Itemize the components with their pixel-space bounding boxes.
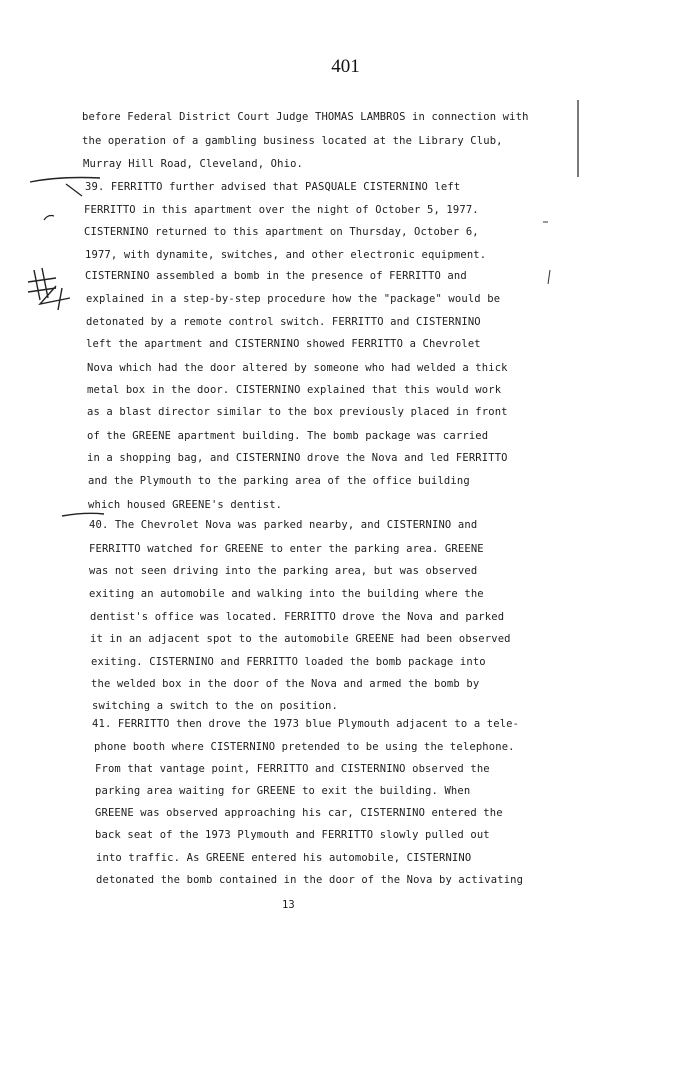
text-line: Murray Hill Road, Cleveland, Ohio. (83, 158, 304, 170)
text-line: GREENE was observed approaching his car, CISTERNINO entered the (95, 807, 503, 819)
text-line: into traffic. As GREENE entered his automobile, CISTERNINO (96, 852, 472, 864)
text-line: Nova which had the door altered by someone who had welded a thick (87, 362, 508, 374)
text-line: detonated by a remote control switch. FERRITTO and CISTERNINO (86, 316, 481, 328)
text-line: FERRITTO in this apartment over the night of October 5, 1977. (84, 204, 479, 216)
paragraph-40: 40. The Chevrolet Nova was parked nearby, and CISTERNINO and (89, 519, 478, 531)
text-line: in a shopping bag, and CISTERNINO drove the Nova and led FERRITTO (87, 452, 508, 464)
text-line: CISTERNINO assembled a bomb in the presence of FERRITTO and (85, 270, 467, 282)
text-line: phone booth where CISTERNINO pretended to be using the telephone. (94, 741, 515, 753)
text-line: was not seen driving into the parking area, but was observed (89, 565, 478, 577)
text-line: switching a switch to the on position. (92, 700, 338, 712)
text-line: FERRITTO watched for GREENE to enter the parking area. GREENE (89, 543, 484, 555)
page-number: 401 (331, 56, 360, 77)
text-line: which housed GREENE's dentist. (88, 499, 283, 511)
text-line: From that vantage point, FERRITTO and CISTERNINO observed the (95, 763, 490, 775)
text-line: exiting an automobile and walking into the building where the (89, 588, 484, 600)
text-line: the welded box in the door of the Nova and armed the bomb by (91, 678, 480, 690)
footer-page-number: 13 (282, 899, 295, 911)
text-line: before Federal District Court Judge THOMAS LAMBROS in connection with (82, 111, 529, 123)
text-line: and the Plymouth to the parking area of the office building (88, 475, 470, 487)
text-line: left the apartment and CISTERNINO showed FERRITTO a Chevrolet (86, 338, 481, 350)
paragraph-41: 41. FERRITTO then drove the 1973 blue Plymouth adjacent to a tele- (92, 718, 520, 730)
text-line: CISTERNINO returned to this apartment on Thursday, October 6, (84, 226, 479, 238)
text-line: metal box in the door. CISTERNINO explained that this would work (87, 384, 502, 396)
text-line: exiting. CISTERNINO and FERRITTO loaded the bomb package into (91, 656, 486, 668)
text-line: it in an adjacent spot to the automobile GREENE had been observed (90, 633, 511, 645)
text-line: detonated the bomb contained in the door of the Nova by activating (96, 874, 524, 886)
text-line: the operation of a gambling business located at the Library Club, (82, 135, 503, 147)
text-line: of the GREENE apartment building. The bomb package was carried (87, 430, 489, 442)
text-line: dentist's office was located. FERRITTO drove the Nova and parked (90, 611, 505, 623)
text-line: as a blast director similar to the box previously placed in front (87, 406, 508, 418)
text-line: parking area waiting for GREENE to exit the building. When (95, 785, 471, 797)
text-line: back seat of the 1973 Plymouth and FERRITTO slowly pulled out (95, 829, 490, 841)
paragraph-39: 39. FERRITTO further advised that PASQUALE CISTERNINO left (85, 181, 461, 193)
text-line: explained in a step-by-step procedure how the "package" would be (86, 293, 501, 305)
text-line: 1977, with dynamite, switches, and other electronic equipment. (85, 249, 487, 261)
